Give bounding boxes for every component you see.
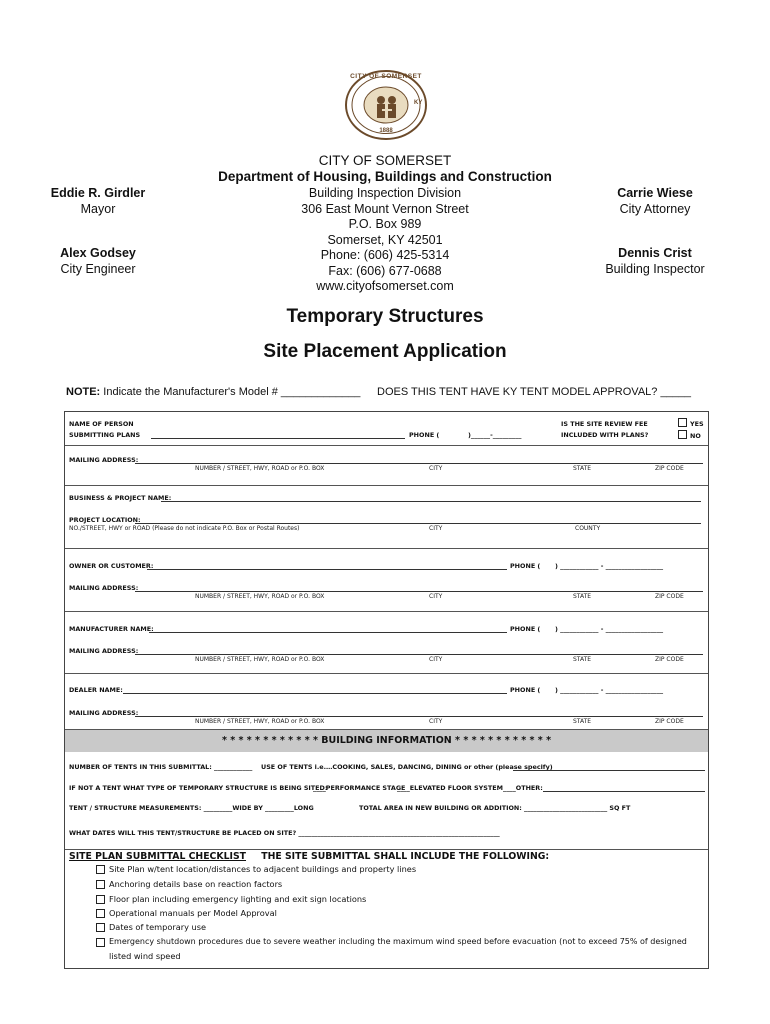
- state-hint: STATE: [573, 593, 592, 600]
- measurements-field[interactable]: TENT / STRUCTURE MEASUREMENTS: _________WIDE BY _________LONG: [69, 804, 314, 812]
- checklist-checkbox[interactable]: [96, 880, 105, 889]
- fee-question-1: IS THE SITE REVIEW FEE: [561, 420, 648, 428]
- elevated-floor-option[interactable]: ____ELEVATED FLOOR SYSTEM: [397, 784, 503, 792]
- business-input[interactable]: [161, 501, 701, 502]
- tent-use-input[interactable]: [513, 770, 705, 771]
- divider: [65, 485, 708, 486]
- street-hint: NUMBER / STREET, HWY, ROAD or P.O. BOX: [195, 593, 325, 600]
- city-hint: CITY: [429, 718, 443, 725]
- address-line: 306 East Mount Vernon Street: [301, 201, 469, 216]
- other-input[interactable]: [543, 791, 705, 792]
- checklist-item: Floor plan including emergency lighting and exit sign locations: [109, 894, 367, 904]
- manufacturer-mailing-label: MAILING ADDRESS:: [69, 647, 139, 655]
- dealer-label: DEALER NAME:: [69, 686, 123, 694]
- tents-count-field[interactable]: NUMBER OF TENTS IN THIS SUBMITTAL: ____________: [69, 763, 253, 771]
- checklist-item: Dates of temporary use: [109, 922, 207, 932]
- checklist-subtitle: THE SITE SUBMITTAL SHALL INCLUDE THE FOLLOWING:: [261, 851, 550, 862]
- fee-question-2: INCLUDED WITH PLANS?: [561, 431, 649, 439]
- inspector-name: Dennis Crist: [618, 246, 692, 260]
- zip-hint: ZIP CODE: [655, 718, 684, 725]
- note-line: [66, 386, 360, 398]
- attorney-name: Carrie Wiese: [617, 186, 693, 200]
- engineer-title: City Engineer: [60, 262, 136, 276]
- checklist-item: Site Plan w/tent location/distances to adjacent buildings and property lines: [109, 864, 417, 874]
- fee-yes-label: YES: [690, 420, 704, 428]
- city-hint: CITY: [429, 465, 443, 472]
- city-hint: CITY: [429, 593, 443, 600]
- checklist-checkbox[interactable]: [96, 895, 105, 904]
- manufacturer-phone-label: PHONE (: [510, 625, 541, 633]
- submitter-name-input[interactable]: [151, 438, 405, 439]
- tent-use-label: USE OF TENTS i.e.…COOKING, SALES, DANCING, DINING or other (please specify): [261, 763, 553, 771]
- checklist-checkbox[interactable]: [96, 938, 105, 947]
- seal-state-text: KY: [414, 100, 423, 106]
- attorney-title: City Attorney: [619, 202, 691, 216]
- location-hint: NO./STREET, HWY or ROAD (Please do not indicate P.O. Box or Postal Routes): [69, 525, 300, 532]
- divider: [65, 445, 708, 446]
- zip-hint: ZIP CODE: [655, 465, 684, 472]
- business-label: BUSINESS & PROJECT NAME:: [69, 494, 172, 502]
- po-box-line: P.O. Box 989: [348, 217, 422, 231]
- owner-mailing-label: MAILING ADDRESS:: [69, 584, 139, 592]
- total-area-field[interactable]: TOTAL AREA IN NEW BUILDING OR ADDITION: __________________________ SQ FT: [359, 804, 631, 812]
- checklist-item: Anchoring details base on reaction factors: [109, 879, 283, 889]
- street-hint: NUMBER / STREET, HWY, ROAD or P.O. BOX: [195, 656, 325, 663]
- dealer-input[interactable]: [123, 693, 507, 694]
- form-subtitle: Site Placement Application: [263, 341, 507, 362]
- manufacturer-phone-input[interactable]: ) ____________ - __________________: [555, 625, 664, 633]
- owner-phone-label: PHONE (: [510, 562, 541, 570]
- application-form: [64, 411, 709, 969]
- seal-top-text: CITY OF SOMERSET: [350, 73, 422, 80]
- dealer-phone-input[interactable]: ) ____________ - __________________: [555, 686, 664, 694]
- project-location-input[interactable]: [135, 523, 701, 524]
- manufacturer-input[interactable]: [149, 632, 507, 633]
- divider: [65, 673, 708, 674]
- dealer-mailing-label: MAILING ADDRESS:: [69, 709, 139, 717]
- city-hint: CITY: [429, 656, 443, 663]
- divider: [65, 611, 708, 612]
- zip-hint: ZIP CODE: [655, 656, 684, 663]
- division-line: Building Inspection Division: [308, 186, 462, 200]
- fee-no-label: NO: [690, 432, 701, 440]
- project-location-label: PROJECT LOCATION:: [69, 516, 141, 524]
- city-seal: [344, 70, 428, 140]
- mayor-title: Mayor: [80, 202, 116, 216]
- mayor-name: Eddie R. Girdler: [50, 186, 146, 200]
- department-name: Department of Housing, Buildings and Construction: [218, 169, 552, 184]
- placement-dates-field[interactable]: WHAT DATES WILL THIS TENT/STRUCTURE BE PLACED ON SITE? _______________________________________________________________: [69, 829, 500, 837]
- seal-year: 1888: [379, 128, 393, 134]
- divider: [65, 548, 708, 549]
- submitter-mailing-label: MAILING ADDRESS:: [69, 456, 139, 464]
- owner-phone-input[interactable]: ) ____________ - __________________: [555, 562, 664, 570]
- contact-block: [210, 186, 560, 295]
- fee-no-checkbox[interactable]: [678, 430, 687, 439]
- form-title: Temporary Structures: [286, 306, 484, 327]
- submitter-phone-input[interactable]: )______-_________: [468, 431, 522, 439]
- state-hint: STATE: [573, 718, 592, 725]
- submitter-mailing-input[interactable]: [135, 463, 703, 464]
- name-label-2: SUBMITTING PLANS: [69, 431, 141, 439]
- checklist-item-continuation: listed wind speed: [109, 951, 181, 961]
- submitter-phone-label: PHONE (: [409, 431, 440, 439]
- checklist-item: Operational manuals per Model Approval: [109, 908, 277, 918]
- county-hint: COUNTY: [575, 525, 601, 532]
- state-hint: STATE: [573, 465, 592, 472]
- inspector-title: Building Inspector: [605, 262, 705, 276]
- checklist-item: Emergency shutdown procedures due to severe weather including the maximum wind speed before evacuation (not to exceed 75% of designed: [109, 937, 687, 946]
- building-info-title: * * * * * * * * * * * * BUILDING INFORMATION * * * * * * * * * * * *: [221, 735, 552, 746]
- manufacturer-label: MANUFACTURER NAME:: [69, 625, 154, 633]
- zip-hint: ZIP CODE: [655, 593, 684, 600]
- tent-approval-question[interactable]: DOES THIS TENT HAVE KY TENT MODEL APPROVAL? _____: [377, 386, 692, 398]
- state-hint: STATE: [573, 656, 592, 663]
- checklist-checkbox[interactable]: [96, 923, 105, 932]
- website-link[interactable]: www.cityofsomerset.com: [316, 279, 454, 293]
- checklist-checkbox[interactable]: [96, 865, 105, 874]
- owner-input[interactable]: [147, 569, 507, 570]
- street-hint: NUMBER / STREET, HWY, ROAD or P.O. BOX: [195, 718, 325, 725]
- checklist-header: [69, 851, 549, 862]
- dealer-mailing-input[interactable]: [135, 716, 703, 717]
- divider: [65, 849, 708, 850]
- checklist-title: SITE PLAN SUBMITTAL CHECKLIST: [69, 851, 247, 862]
- other-option[interactable]: ____OTHER:: [503, 784, 543, 792]
- location-city-hint: CITY: [429, 525, 443, 532]
- city-name: CITY OF SOMERSET: [318, 153, 452, 168]
- structure-type-label: IF NOT A TENT WHAT TYPE OF TEMPORARY STRUCTURE IS BEING SITED:: [69, 784, 328, 792]
- dealer-phone-label: PHONE (: [510, 686, 541, 694]
- owner-label: OWNER OR CUSTOMER:: [69, 562, 154, 570]
- street-hint: NUMBER / STREET, HWY, ROAD or P.O. BOX: [195, 465, 325, 472]
- building-info-banner: [65, 729, 708, 752]
- note-label: NOTE:: [66, 386, 101, 398]
- name-label-1: NAME OF PERSON: [69, 420, 134, 428]
- city-state-zip-line: Somerset, KY 42501: [327, 232, 443, 247]
- engineer-name: Alex Godsey: [60, 246, 136, 260]
- fee-yes-checkbox[interactable]: [678, 418, 687, 427]
- phone-line: Phone: (606) 425-5314: [320, 248, 450, 262]
- note-text[interactable]: Indicate the Manufacturer's Model # _____________: [103, 386, 361, 398]
- fax-line: Fax: (606) 677-0688: [328, 263, 442, 278]
- checklist-checkbox[interactable]: [96, 909, 105, 918]
- performance-stage-option[interactable]: ____PERFORMANCE STAGE: [313, 784, 406, 792]
- owner-mailing-input[interactable]: [135, 591, 703, 592]
- manufacturer-mailing-input[interactable]: [135, 654, 703, 655]
